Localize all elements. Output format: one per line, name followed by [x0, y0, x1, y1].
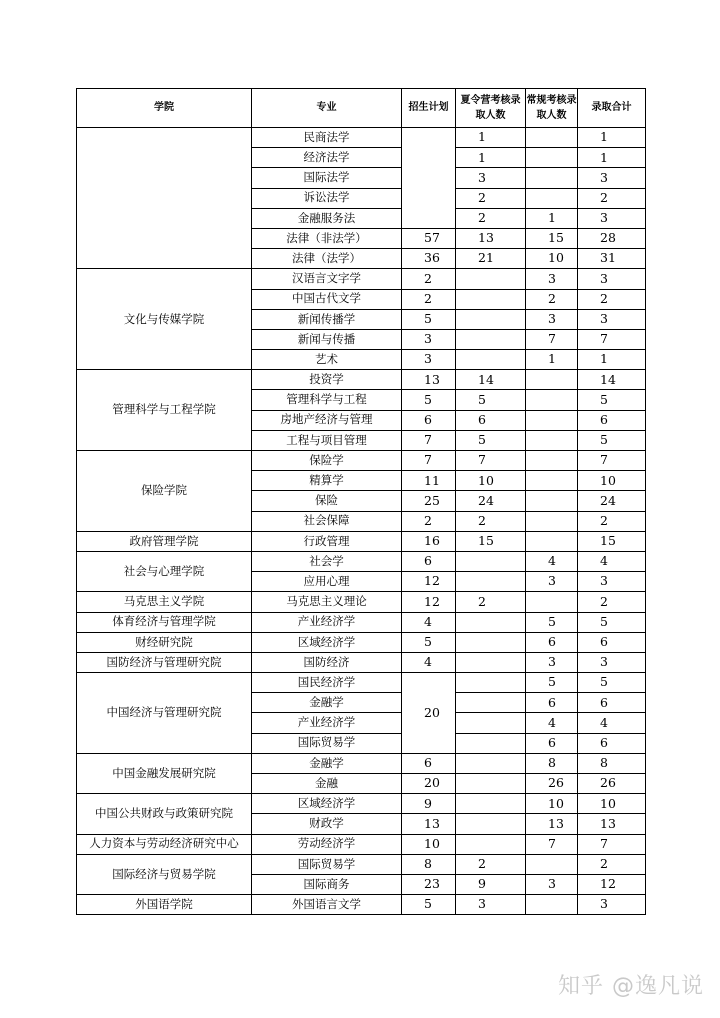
regular-cell: 3: [526, 874, 578, 894]
major-cell: 马克思主义理论: [252, 592, 402, 612]
summer-cell: [456, 632, 526, 652]
major-cell: 社会学: [252, 551, 402, 571]
summer-cell: 5: [456, 430, 526, 450]
major-cell: 劳动经济学: [252, 834, 402, 854]
college-cell: 中国公共财政与政策研究院: [77, 794, 252, 834]
summer-cell: [456, 309, 526, 329]
summer-cell: 2: [456, 854, 526, 874]
total-cell: 3: [578, 652, 646, 672]
major-cell: 汉语言文字学: [252, 269, 402, 289]
major-cell: 管理科学与工程: [252, 390, 402, 410]
regular-cell: 6: [526, 632, 578, 652]
plan-cell-merged: [402, 128, 456, 229]
total-cell: 5: [578, 612, 646, 632]
major-cell: 新闻与传播: [252, 329, 402, 349]
regular-cell: [526, 188, 578, 208]
plan-cell: 13: [402, 814, 456, 834]
plan-cell: 9: [402, 794, 456, 814]
summer-cell: [456, 350, 526, 370]
college-cell: 社会与心理学院: [77, 551, 252, 591]
major-cell: 房地产经济与管理: [252, 410, 402, 430]
table-body: [77, 128, 646, 915]
plan-cell: 2: [402, 269, 456, 289]
table-row: [77, 128, 646, 148]
major-cell: 产业经济学: [252, 612, 402, 632]
regular-cell: 3: [526, 269, 578, 289]
regular-cell: 3: [526, 652, 578, 672]
plan-cell: 13: [402, 370, 456, 390]
major-cell: 金融学: [252, 693, 402, 713]
total-cell: 1: [578, 350, 646, 370]
total-cell: 2: [578, 592, 646, 612]
major-cell: 艺术: [252, 350, 402, 370]
plan-cell: 16: [402, 531, 456, 551]
major-cell: 工程与项目管理: [252, 430, 402, 450]
total-cell: 12: [578, 874, 646, 894]
summer-cell: 2: [456, 208, 526, 228]
regular-cell: 5: [526, 673, 578, 693]
regular-cell: [526, 390, 578, 410]
summer-cell: 13: [456, 228, 526, 248]
total-cell: 3: [578, 208, 646, 228]
total-cell: 4: [578, 713, 646, 733]
major-cell: 行政管理: [252, 531, 402, 551]
table-row: [77, 794, 646, 814]
summer-cell: [456, 329, 526, 349]
regular-cell: [526, 370, 578, 390]
plan-cell: 11: [402, 471, 456, 491]
total-cell: 3: [578, 269, 646, 289]
total-cell: 28: [578, 228, 646, 248]
header-total: 录取合计: [578, 89, 646, 128]
total-cell: 3: [578, 572, 646, 592]
regular-cell: 10: [526, 249, 578, 269]
total-cell: 1: [578, 128, 646, 148]
table-row: [77, 551, 646, 571]
plan-cell: 12: [402, 572, 456, 592]
total-cell: 3: [578, 895, 646, 915]
plan-cell: 6: [402, 410, 456, 430]
summer-cell: [456, 289, 526, 309]
regular-cell: [526, 895, 578, 915]
summer-cell: [456, 774, 526, 794]
major-cell: 国际法学: [252, 168, 402, 188]
major-cell: 国民经济学: [252, 673, 402, 693]
total-cell: 15: [578, 531, 646, 551]
table-row: [77, 592, 646, 612]
total-cell: 4: [578, 551, 646, 571]
summer-cell: 3: [456, 895, 526, 915]
summer-cell: 5: [456, 390, 526, 410]
summer-cell: [456, 753, 526, 773]
summer-cell: [456, 269, 526, 289]
plan-cell-merged: 20: [402, 673, 456, 754]
plan-cell: 5: [402, 632, 456, 652]
major-cell: 应用心理: [252, 572, 402, 592]
college-cell: 中国金融发展研究院: [77, 753, 252, 793]
summer-cell: [456, 612, 526, 632]
major-cell: 中国古代文学: [252, 289, 402, 309]
total-cell: 7: [578, 834, 646, 854]
major-cell: 财政学: [252, 814, 402, 834]
table-row: [77, 834, 646, 854]
total-cell: 2: [578, 289, 646, 309]
table-row: [77, 269, 646, 289]
regular-cell: 1: [526, 208, 578, 228]
major-cell: 区域经济学: [252, 632, 402, 652]
major-cell: 精算学: [252, 471, 402, 491]
regular-cell: 26: [526, 774, 578, 794]
total-cell: 10: [578, 471, 646, 491]
regular-cell: 6: [526, 693, 578, 713]
total-cell: 2: [578, 511, 646, 531]
major-cell: 新闻传播学: [252, 309, 402, 329]
major-cell: 外国语言文学: [252, 895, 402, 915]
table-row: [77, 632, 646, 652]
plan-cell: 3: [402, 329, 456, 349]
summer-cell: [456, 652, 526, 672]
major-cell: 诉讼法学: [252, 188, 402, 208]
college-cell: 体育经济与管理学院: [77, 612, 252, 632]
summer-cell: [456, 693, 526, 713]
regular-cell: [526, 491, 578, 511]
total-cell: 13: [578, 814, 646, 834]
college-cell: 国防经济与管理研究院: [77, 652, 252, 672]
table-row: [77, 652, 646, 672]
college-cell: [77, 128, 252, 269]
college-cell: 中国经济与管理研究院: [77, 673, 252, 754]
regular-cell: [526, 511, 578, 531]
total-cell: 2: [578, 854, 646, 874]
summer-cell: [456, 814, 526, 834]
total-cell: 7: [578, 451, 646, 471]
total-cell: 26: [578, 774, 646, 794]
header-major: 专业: [252, 89, 402, 128]
major-cell: 金融服务法: [252, 208, 402, 228]
total-cell: 3: [578, 309, 646, 329]
total-cell: 6: [578, 410, 646, 430]
college-cell: 保险学院: [77, 451, 252, 532]
admission-table: [76, 88, 646, 915]
college-cell: 文化与传媒学院: [77, 269, 252, 370]
major-cell: 投资学: [252, 370, 402, 390]
plan-cell: 20: [402, 774, 456, 794]
major-cell: 国际贸易学: [252, 854, 402, 874]
regular-cell: 8: [526, 753, 578, 773]
table-row: [77, 673, 646, 693]
summer-cell: 14: [456, 370, 526, 390]
watermark: 知乎 @逸凡说: [558, 974, 704, 999]
total-cell: 1: [578, 148, 646, 168]
total-cell: 31: [578, 249, 646, 269]
plan-cell: 6: [402, 551, 456, 571]
header-plan: 招生计划: [402, 89, 456, 128]
college-cell: 管理科学与工程学院: [77, 370, 252, 451]
plan-cell: 3: [402, 350, 456, 370]
total-cell: 6: [578, 632, 646, 652]
summer-cell: [456, 551, 526, 571]
plan-cell: 12: [402, 592, 456, 612]
plan-cell: 2: [402, 289, 456, 309]
regular-cell: [526, 531, 578, 551]
college-cell: 马克思主义学院: [77, 592, 252, 612]
summer-cell: [456, 572, 526, 592]
summer-cell: 3: [456, 168, 526, 188]
major-cell: 国防经济: [252, 652, 402, 672]
table-row: [77, 854, 646, 874]
table-row: [77, 531, 646, 551]
plan-cell: 7: [402, 430, 456, 450]
summer-cell: 7: [456, 451, 526, 471]
total-cell: 6: [578, 733, 646, 753]
regular-cell: [526, 430, 578, 450]
total-cell: 2: [578, 188, 646, 208]
summer-cell: 15: [456, 531, 526, 551]
major-cell: 金融: [252, 774, 402, 794]
plan-cell: 4: [402, 612, 456, 632]
total-cell: 6: [578, 693, 646, 713]
plan-cell: 23: [402, 874, 456, 894]
major-cell: 国际商务: [252, 874, 402, 894]
regular-cell: [526, 471, 578, 491]
table-row: [77, 895, 646, 915]
regular-cell: [526, 168, 578, 188]
major-cell: 产业经济学: [252, 713, 402, 733]
regular-cell: [526, 410, 578, 430]
regular-cell: [526, 854, 578, 874]
plan-cell: 5: [402, 390, 456, 410]
regular-cell: 2: [526, 289, 578, 309]
regular-cell: 7: [526, 834, 578, 854]
header-regular: 常规考核录取人数: [526, 89, 578, 128]
total-cell: 14: [578, 370, 646, 390]
plan-cell: 2: [402, 511, 456, 531]
summer-cell: 1: [456, 128, 526, 148]
major-cell: 区域经济学: [252, 794, 402, 814]
total-cell: 3: [578, 168, 646, 188]
header-summer: 夏令营考核录取人数: [456, 89, 526, 128]
summer-cell: 9: [456, 874, 526, 894]
college-cell: 人力资本与劳动经济研究中心: [77, 834, 252, 854]
summer-cell: 6: [456, 410, 526, 430]
regular-cell: 3: [526, 572, 578, 592]
plan-cell: 6: [402, 753, 456, 773]
total-cell: 5: [578, 430, 646, 450]
summer-cell: 10: [456, 471, 526, 491]
major-cell: 金融学: [252, 753, 402, 773]
major-cell: 经济法学: [252, 148, 402, 168]
major-cell: 民商法学: [252, 128, 402, 148]
header-college: 学院: [77, 89, 252, 128]
summer-cell: 24: [456, 491, 526, 511]
summer-cell: 2: [456, 592, 526, 612]
plan-cell: 5: [402, 309, 456, 329]
total-cell: 5: [578, 390, 646, 410]
table-row: [77, 451, 646, 471]
college-cell: 财经研究院: [77, 632, 252, 652]
summer-cell: 2: [456, 511, 526, 531]
summer-cell: [456, 713, 526, 733]
summer-cell: [456, 673, 526, 693]
total-cell: 10: [578, 794, 646, 814]
major-cell: 社会保障: [252, 511, 402, 531]
regular-cell: [526, 592, 578, 612]
college-cell: 国际经济与贸易学院: [77, 854, 252, 894]
regular-cell: 3: [526, 309, 578, 329]
plan-cell: 36: [402, 249, 456, 269]
major-cell: 保险: [252, 491, 402, 511]
table-row: [77, 612, 646, 632]
plan-cell: 5: [402, 895, 456, 915]
summer-cell: [456, 794, 526, 814]
summer-cell: 21: [456, 249, 526, 269]
regular-cell: 6: [526, 733, 578, 753]
major-cell: 法律（法学）: [252, 249, 402, 269]
plan-cell: 7: [402, 451, 456, 471]
total-cell: 5: [578, 673, 646, 693]
regular-cell: [526, 451, 578, 471]
table-row: [77, 753, 646, 773]
regular-cell: [526, 128, 578, 148]
regular-cell: 7: [526, 329, 578, 349]
regular-cell: 15: [526, 228, 578, 248]
regular-cell: 4: [526, 551, 578, 571]
total-cell: 24: [578, 491, 646, 511]
plan-cell: 10: [402, 834, 456, 854]
regular-cell: 13: [526, 814, 578, 834]
college-cell: 外国语学院: [77, 895, 252, 915]
summer-cell: 1: [456, 148, 526, 168]
college-cell: 政府管理学院: [77, 531, 252, 551]
major-cell: 法律（非法学）: [252, 228, 402, 248]
total-cell: 7: [578, 329, 646, 349]
major-cell: 国际贸易学: [252, 733, 402, 753]
plan-cell: 25: [402, 491, 456, 511]
regular-cell: 1: [526, 350, 578, 370]
plan-cell: 4: [402, 652, 456, 672]
total-cell: 8: [578, 753, 646, 773]
regular-cell: [526, 148, 578, 168]
regular-cell: 5: [526, 612, 578, 632]
table-row: [77, 370, 646, 390]
plan-cell: 57: [402, 228, 456, 248]
summer-cell: [456, 834, 526, 854]
summer-cell: 2: [456, 188, 526, 208]
plan-cell: 8: [402, 854, 456, 874]
summer-cell: [456, 733, 526, 753]
major-cell: 保险学: [252, 451, 402, 471]
regular-cell: 4: [526, 713, 578, 733]
header-row: [77, 89, 646, 128]
regular-cell: 10: [526, 794, 578, 814]
